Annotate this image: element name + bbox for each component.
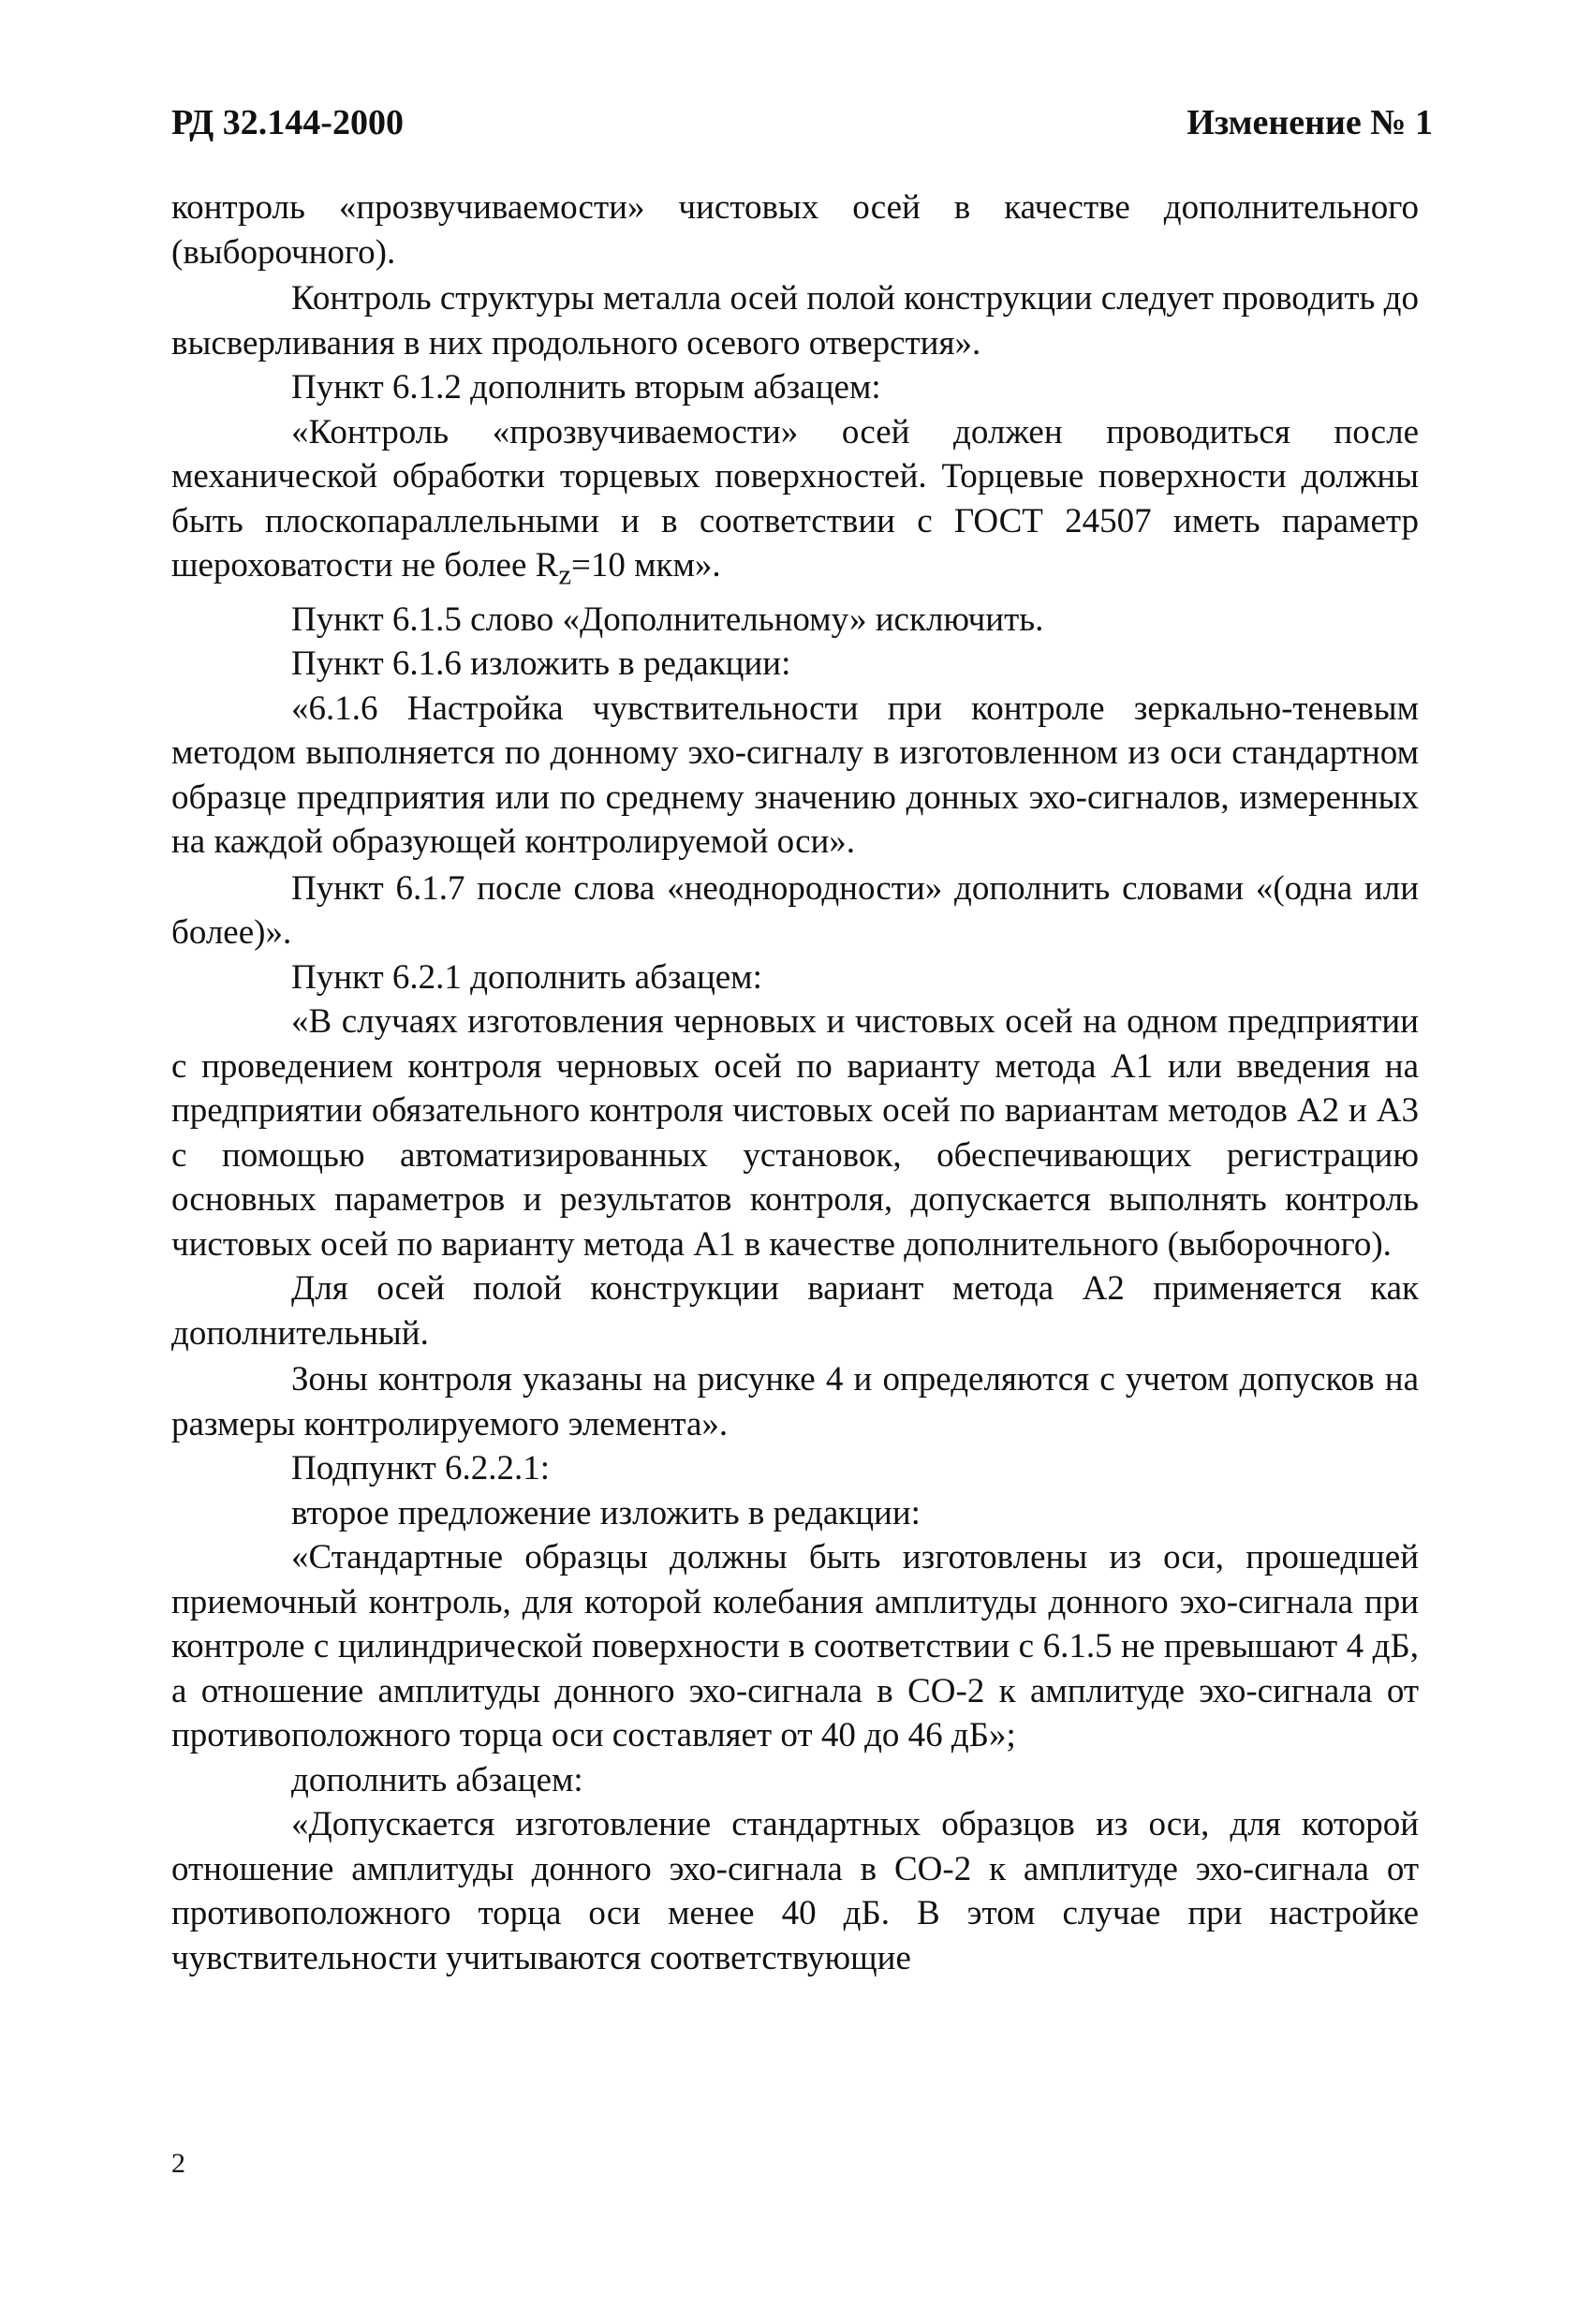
- roughness-value: =10 мкм».: [571, 546, 721, 585]
- page-number: 2: [171, 2148, 185, 2179]
- paragraph: контроль «прозвучиваемости» чистовых осей в качестве дополнительного (выборочного).: [171, 188, 1419, 272]
- paragraph-text: «Контроль «прозвучиваемости» осей должен проводиться после механической обработки торцевых поверхностей. Торцевые поверхности должны быть плоскопараллельными и в соответствии с ГОСТ 24507 иметь параметр шероховатости не более R: [171, 412, 1419, 585]
- paragraph: «6.1.6 Настройка чувствительности при контроле зеркально-теневым методом выполняется по донному эхо-сигналу в изготовленном из оси стандартном образце предприятия или по среднему значению донных эхо-сигналов, измеренных на каждой образующей контролируемой оси».: [171, 688, 1419, 862]
- paragraph: Зоны контроля указаны на рисунке 4 и определяются с учетом допусков на размеры контролируемого элемента».: [171, 1360, 1419, 1443]
- change-number: Изменение № 1: [1187, 103, 1433, 142]
- paragraph: «Стандартные образцы должны быть изготовлены из оси, прошедшей приемочный контроль, для которой колебания амплитуды донного эхо-сигнала при контроле с цилиндрической поверхности в соответствии с 6.1.5 не превышают 4 дБ, а отношение амплитуды донного эхо-сигнала в СО-2 к амплитуде эхо-сигнала от противоположного торца оси составляет от 40 до 46 дБ»;: [171, 1538, 1419, 1755]
- document-code: РД 32.144-2000: [171, 103, 404, 142]
- paragraph: второе предложение изложить в редакции:: [291, 1493, 921, 1532]
- paragraph: «Допускается изготовление стандартных образцов из оси, для которой отношение амплитуды донного эхо-сигнала в СО-2 к амплитуде эхо-сигнала от противоположного торца оси менее 40 дБ. В этом случае при настройке чувствительности учитываются соответствующие: [171, 1805, 1419, 1977]
- paragraph: Подпункт 6.2.2.1:: [291, 1449, 551, 1488]
- paragraph: Пункт 6.1.6 изложить в редакции:: [291, 644, 791, 684]
- paragraph: «В случаях изготовления черновых и чистовых осей на одном предприятии с проведением контроля черновых осей по варианту метода А1 или введения на предприятии обязательного контроля чистовых осей по вариантам методов А2 и А3 с помощью автоматизированных установок, обеспечивающих регистрацию основных параметров и результатов контроля, допускается выполнять контроль чистовых осей по варианту метода А1 в качестве дополнительного (выборочного).: [171, 1002, 1419, 1264]
- paragraph: Пункт 6.1.2 дополнить вторым абзацем:: [291, 368, 881, 407]
- paragraph: Пункт 6.1.7 после слова «неоднородности» дополнить словами «(одна или более)».: [171, 868, 1419, 953]
- paragraph: [171, 410, 1419, 598]
- page-header: [171, 101, 1433, 144]
- paragraph: Контроль структуры металла осей полой конструкции следует проводить до высверливания в них продольного осевого отверстия».: [171, 279, 1419, 363]
- paragraph: Пункт 6.2.1 дополнить абзацем:: [291, 957, 762, 997]
- paragraph: дополнить абзацем:: [291, 1760, 583, 1799]
- document-body: [171, 185, 1419, 1980]
- roughness-subscript: z: [558, 558, 572, 591]
- paragraph: Для осей полой конструкции вариант метода А2 применяется как дополнительный.: [171, 1269, 1419, 1353]
- paragraph: Пункт 6.1.5 слово «Дополнительному» исключить.: [291, 600, 1044, 639]
